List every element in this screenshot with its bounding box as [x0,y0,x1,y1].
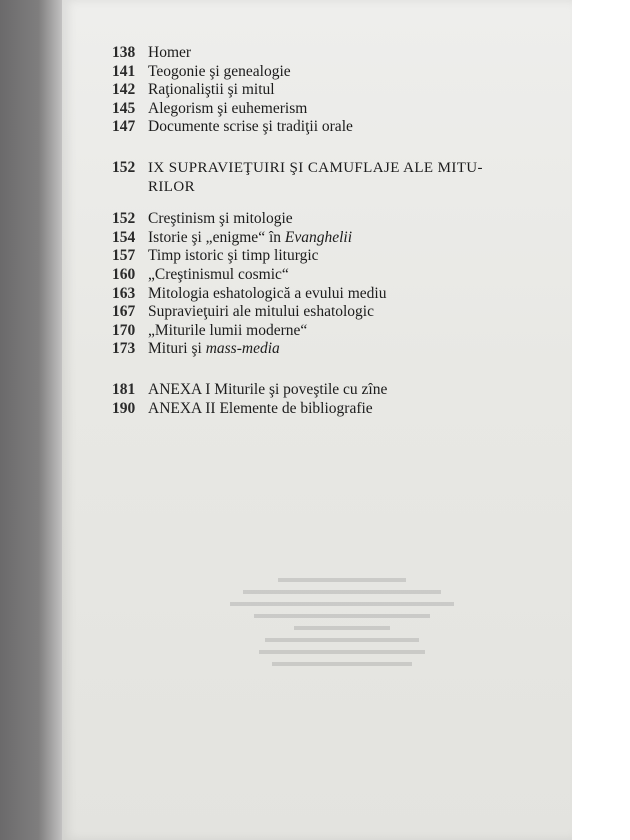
page-number: 157 [112,247,136,265]
toc-entry [112,340,532,359]
toc-group-1 [112,44,532,137]
page-number: 152 [112,158,136,176]
page-number: 173 [112,340,136,358]
entry-title: ANEXA I Miturile şi poveştile cu zîne [148,380,388,398]
toc-entry [112,118,532,137]
toc-entry [112,210,532,229]
entry-title [148,229,532,248]
page-number: 154 [112,228,136,246]
toc-entry [112,247,532,266]
page-number: 145 [112,99,136,117]
page-number: 142 [112,81,136,99]
page-number: 190 [112,399,136,417]
toc-entry [112,100,532,119]
toc-entry [112,400,532,419]
entry-title: Creştinism şi mitologie [148,210,293,228]
spacer [112,196,532,210]
page-number: 170 [112,321,136,339]
entry-title-text: Istorie şi „enigme“ în [148,228,285,246]
chapter-heading [112,159,532,196]
toc-entry [112,81,532,100]
toc-entry [112,229,532,248]
toc-entry [112,322,532,341]
page-number: 181 [112,380,136,398]
toc-entry [112,285,532,304]
toc-group-3 [112,381,532,418]
entry-title: Documente scrise şi tradiţii orale [148,118,353,136]
entry-title: „Miturile lumii moderne“ [148,321,308,339]
page-number: 167 [112,303,136,321]
toc-entry [112,303,532,322]
entry-title: Supravieţuiri ale mitului eshatologic [148,303,374,321]
chapter-title [148,159,532,196]
entry-title: Timp istoric şi timp liturgic [148,247,319,265]
show-through-text [182,570,502,740]
entry-title-italic: Evanghelii [284,228,353,246]
entry-title: Teogonie şi genealogie [148,62,291,80]
page-number: 152 [112,210,136,228]
page-number: 147 [112,118,136,136]
entry-title: Mitologia eshatologică a evului mediu [148,284,387,302]
chapter-title-line-1: IX SUPRAVIEŢUIRI ŞI CAMUFLAJE ALE MITU- [148,159,483,176]
page-number: 141 [112,62,136,80]
entry-title: Alegorism şi euhemerism [148,99,308,117]
entry-title: „Creştinismul cosmic“ [148,265,289,283]
entry-title-text: Mituri şi [148,340,206,358]
page-number: 138 [112,44,136,61]
page-number: 163 [112,284,136,302]
toc-entry [112,63,532,82]
entry-title: ANEXA II Elemente de bibliografie [148,399,373,417]
toc-entry [112,266,532,285]
spacer [112,137,532,159]
chapter-title-line-2: RILOR [148,178,195,195]
entry-title [148,340,532,359]
entry-title-italic: mass-media [205,340,280,358]
book-edge-shadow [0,0,70,840]
table-of-contents [112,44,532,418]
entry-title: Homer [148,44,192,61]
page-number: 160 [112,265,136,283]
toc-group-2 [112,210,532,359]
spacer [112,359,532,381]
entry-title: Raţionaliştii şi mitul [148,81,275,99]
toc-entry [112,381,532,400]
toc-entry [112,44,532,63]
